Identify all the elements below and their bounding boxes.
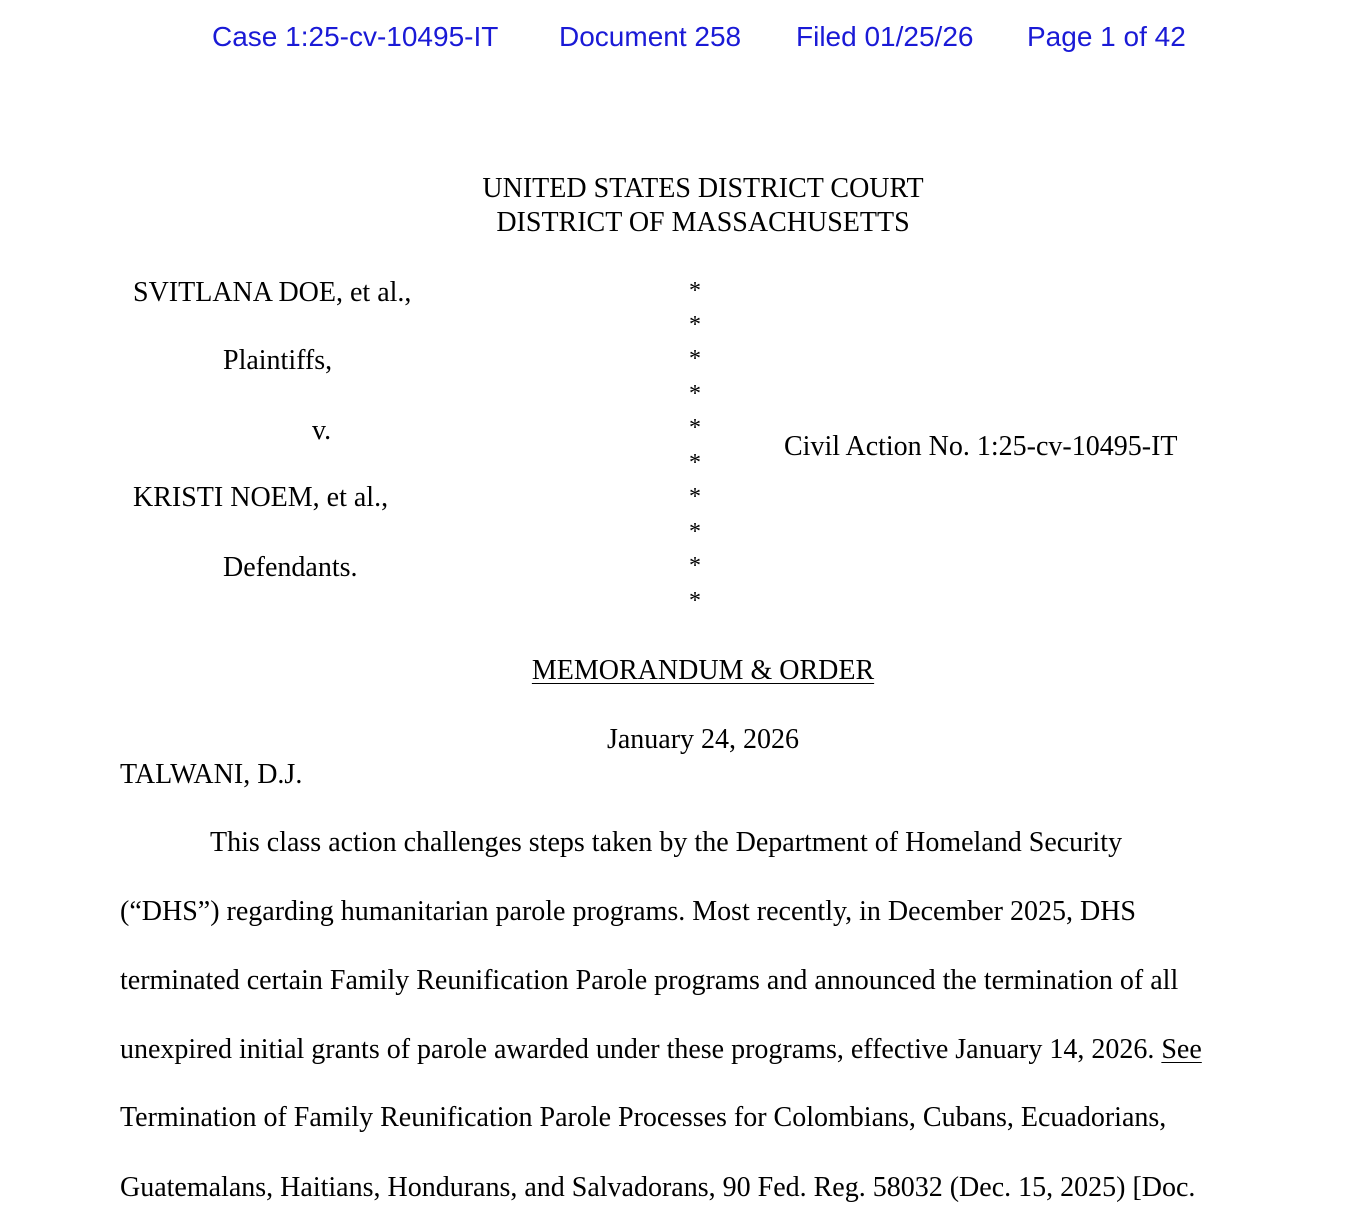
caption-star: *: [689, 415, 701, 441]
civil-action-number: Civil Action No. 1:25-cv-10495-IT: [784, 431, 1178, 462]
caption-star: *: [689, 278, 701, 304]
ecf-page-count: Page 1 of 42: [1027, 21, 1186, 52]
caption-star: *: [689, 484, 701, 510]
court-name: UNITED STATES DISTRICT COURT: [482, 173, 924, 204]
ecf-filed-date: Filed 01/25/26: [796, 21, 974, 52]
body-line: Guatemalans, Haitians, Hondurans, and Salvadorans, 90 Fed. Reg. 58032 (Dec. 15, 2025) [Doc.: [120, 1172, 1196, 1203]
caption-star: *: [689, 381, 701, 407]
order-date: January 24, 2026: [606, 724, 800, 755]
body-line: (“DHS”) regarding humanitarian parole programs. Most recently, in December 2025, DHS: [120, 896, 1136, 927]
body-line-text: unexpired initial grants of parole awarded under these programs, effective January 14, 2026.: [120, 1034, 1162, 1065]
ecf-case-number: Case 1:25-cv-10495-IT: [212, 21, 499, 52]
see-citation-signal: See: [1161, 1034, 1202, 1065]
defendant-role: Defendants.: [223, 552, 358, 583]
body-line: Termination of Family Reunification Parole Processes for Colombians, Cubans, Ecuadorians,: [120, 1102, 1167, 1133]
judge-name: TALWANI, D.J.: [120, 759, 303, 790]
caption-star: *: [689, 450, 701, 476]
plaintiff-role: Plaintiffs,: [223, 345, 333, 376]
body-line: [120, 1032, 1202, 1068]
defendant-name: KRISTI NOEM, et al.,: [133, 482, 389, 513]
versus: v.: [312, 415, 332, 446]
caption-star: *: [689, 312, 701, 338]
ecf-document-number: Document 258: [559, 21, 742, 52]
court-district: DISTRICT OF MASSACHUSETTS: [496, 207, 910, 238]
caption-star: *: [689, 519, 701, 545]
caption-star: *: [689, 553, 701, 579]
body-line: terminated certain Family Reunification Parole programs and announced the termination of all: [120, 965, 1179, 996]
document-title: MEMORANDUM & ORDER: [531, 655, 875, 686]
body-line: This class action challenges steps taken by the Department of Homeland Security: [210, 827, 1123, 858]
caption-star: *: [689, 588, 701, 614]
plaintiff-name: SVITLANA DOE, et al.,: [133, 277, 412, 308]
caption-star: *: [689, 346, 701, 372]
